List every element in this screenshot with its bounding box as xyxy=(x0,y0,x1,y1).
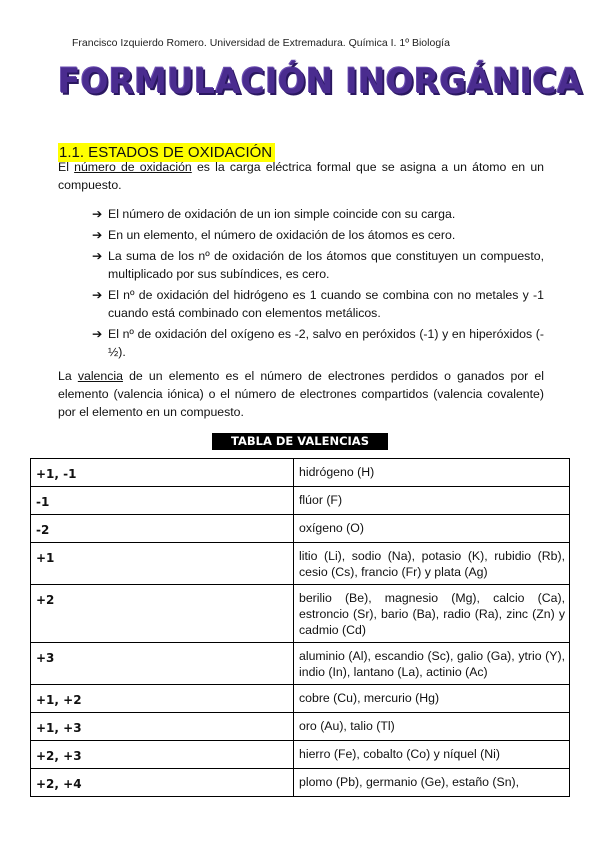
rules-list xyxy=(92,205,544,364)
elements-cell: plomo (Pb), germanio (Ge), estaño (Sn), xyxy=(294,769,570,797)
elements-cell: oro (Au), talio (Tl) xyxy=(294,713,570,741)
intro-prefix: El xyxy=(58,160,75,174)
valence-cell: +3 xyxy=(31,643,294,685)
page-header: Francisco Izquierdo Romero. Universidad de Extremadura. Química I. 1º Biología xyxy=(72,37,450,49)
table-row xyxy=(31,713,570,741)
section-heading: 1.1. ESTADOS DE OXIDACIÓN xyxy=(58,143,275,162)
valence-cell: +1, -1 xyxy=(31,459,294,487)
elements-cell: berilio (Be), magnesio (Mg), calcio (Ca), estroncio (Sr), bario (Ba), radio (Ra), zinc (Zn) y cadmio (Cd) xyxy=(294,585,570,643)
valencia-term: valencia xyxy=(77,369,123,383)
elements-cell: flúor (F) xyxy=(294,487,570,515)
list-item xyxy=(92,247,544,283)
table-row xyxy=(31,769,570,797)
list-item xyxy=(92,226,544,244)
list-item-text: El nº de oxidación del hidrógeno es 1 cuando se combina con no metales y -1 cuando está combinado con elementos metálicos. xyxy=(108,288,544,320)
elements-cell: aluminio (Al), escandio (Sc), galio (Ga), ytrio (Y), indio (In), lantano (La), actinio (Ac) xyxy=(294,643,570,685)
table-row xyxy=(31,487,570,515)
table-row xyxy=(31,543,570,585)
table-row xyxy=(31,741,570,769)
valence-cell: +2 xyxy=(31,585,294,643)
page-title: FORMULACIÓN INORGÁNICA xyxy=(58,62,583,102)
arrow-icon: ➔ xyxy=(92,288,103,302)
list-item-text: En un elemento, el número de oxidación de los átomos es cero. xyxy=(108,228,456,242)
arrow-icon: ➔ xyxy=(92,207,103,221)
arrow-icon: ➔ xyxy=(92,228,103,242)
elements-cell: cobre (Cu), mercurio (Hg) xyxy=(294,685,570,713)
valence-cell: -2 xyxy=(31,515,294,543)
valencia-prefix: La xyxy=(58,369,78,383)
table-row xyxy=(31,685,570,713)
intro-rest: es la carga eléctrica formal que se asigna a un átomo en un compuesto. xyxy=(58,160,544,192)
valence-cell: +1, +2 xyxy=(31,685,294,713)
list-item xyxy=(92,205,544,223)
list-item-text: El nº de oxidación del oxígeno es -2, salvo en peróxidos (-1) y en hiperóxidos (-½). xyxy=(108,327,544,359)
valence-cell: +1, +3 xyxy=(31,713,294,741)
table-title: TABLA DE VALENCIAS xyxy=(212,433,388,450)
elements-cell: litio (Li), sodio (Na), potasio (K), rubidio (Rb), cesio (Cs), francio (Fr) y plata (Ag) xyxy=(294,543,570,585)
arrow-icon: ➔ xyxy=(92,327,103,341)
list-item-text: La suma de los nº de oxidación de los átomos que constituyen un compuesto, multiplicado por sus subíndices, es cero. xyxy=(108,249,544,281)
list-item xyxy=(92,286,544,322)
valence-table xyxy=(30,458,570,797)
list-item-text: El número de oxidación de un ion simple coincide con su carga. xyxy=(108,207,456,221)
valencia-paragraph xyxy=(58,367,544,421)
valencia-rest: de un elemento es el número de electrones perdidos o ganados por el elemento (valencia iónica) o el número de electrones compartidos (valencia covalente) por el elemento en un compuesto. xyxy=(58,369,544,419)
elements-cell: oxígeno (O) xyxy=(294,515,570,543)
table-row xyxy=(31,459,570,487)
elements-cell: hierro (Fe), cobalto (Co) y níquel (Ni) xyxy=(294,741,570,769)
valence-cell: +2, +4 xyxy=(31,769,294,797)
list-item xyxy=(92,325,544,361)
table-row xyxy=(31,643,570,685)
elements-cell: hidrógeno (H) xyxy=(294,459,570,487)
intro-term: número de oxidación xyxy=(74,160,192,174)
valence-cell: -1 xyxy=(31,487,294,515)
arrow-icon: ➔ xyxy=(92,249,103,263)
intro-paragraph xyxy=(58,158,544,194)
table-row xyxy=(31,515,570,543)
table-row xyxy=(31,585,570,643)
valence-cell: +2, +3 xyxy=(31,741,294,769)
valence-cell: +1 xyxy=(31,543,294,585)
